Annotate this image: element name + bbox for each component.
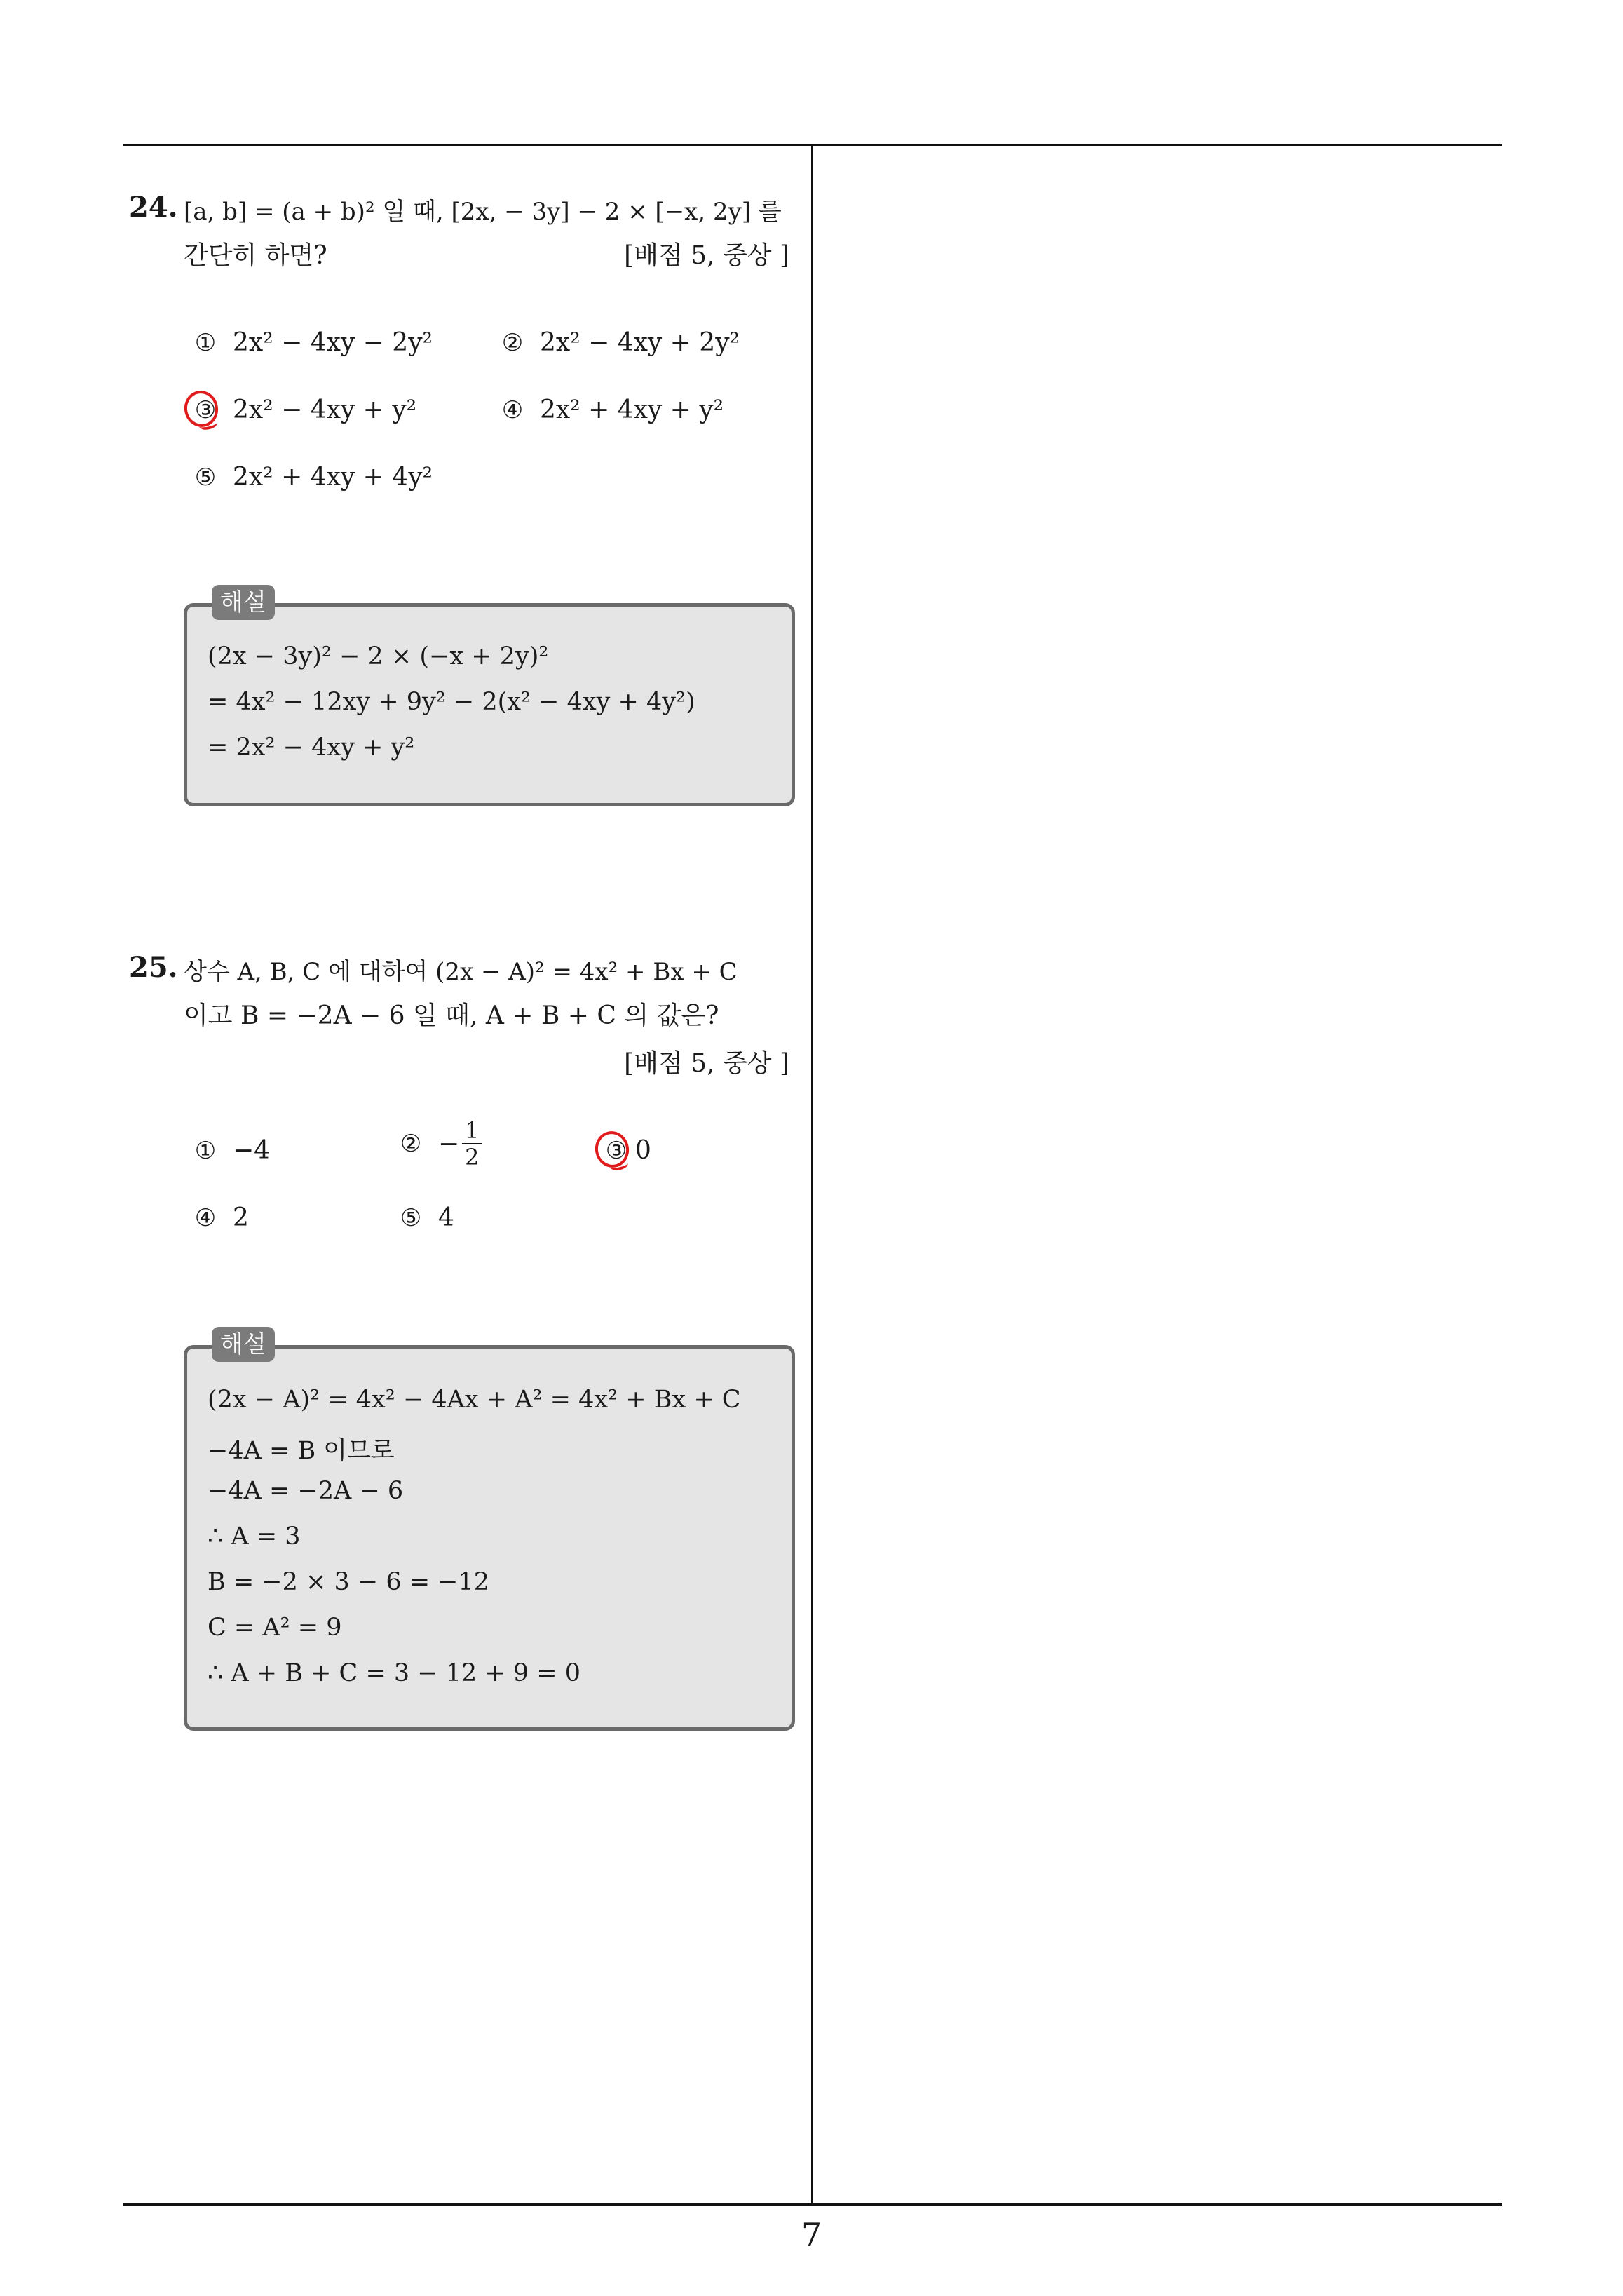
choice-5[interactable]	[189, 463, 433, 492]
choice-5[interactable]	[395, 1203, 454, 1232]
choice-1[interactable]	[189, 328, 433, 357]
choice-2-mark: ②	[501, 328, 524, 357]
solution-line-6: C = A² = 9	[208, 1614, 342, 1642]
answer-circle-mark	[181, 387, 222, 430]
choice-5-text: 2x² + 4xy + 4y²	[233, 463, 433, 492]
solution-line-7: ∴ A + B + C = 3 − 12 + 9 = 0	[208, 1659, 580, 1687]
question-text-line-1: 상수 A, B, C 에 대하여 (2x − A)² = 4x² + Bx + C	[184, 958, 738, 986]
choice-2-text: 2x² − 4xy + 2y²	[540, 328, 740, 357]
solution-line-3: = 2x² − 4xy + y²	[208, 734, 415, 762]
choice-1-text: 2x² − 4xy − 2y²	[233, 328, 433, 357]
choice-3[interactable]	[189, 396, 416, 424]
question-number: 25.	[129, 951, 178, 984]
choice-4-mark: ④	[194, 1203, 217, 1232]
solution-tab: 해설	[212, 585, 275, 620]
solution-line-1: (2x − A)² = 4x² − 4Ax + A² = 4x² + Bx + C	[208, 1386, 741, 1414]
choice-2-text: −	[438, 1129, 460, 1159]
choice-1-text: −4	[233, 1136, 271, 1165]
choice-5-mark: ⑤	[194, 463, 217, 492]
choice-5-text: 4	[438, 1203, 454, 1232]
solution-line-5: B = −2 × 3 − 6 = −12	[208, 1568, 490, 1596]
choice-4[interactable]	[189, 1203, 249, 1232]
column-divider	[811, 144, 813, 2206]
choice-4[interactable]	[496, 396, 724, 424]
top-rule	[123, 144, 1502, 146]
score-label: [배점 5, 중상 ]	[624, 241, 789, 270]
solution-line-2: = 4x² − 12xy + 9y² − 2(x² − 4xy + 4y²)	[208, 688, 695, 716]
question-text-line-2: 간단히 하면?	[184, 241, 327, 270]
choice-4-mark: ④	[501, 396, 524, 424]
question-text-line-1: [a, b] = (a + b)² 일 때, [2x, − 3y] − 2 × [−x, 2y] 를	[184, 198, 782, 226]
solution-line-1: (2x − 3y)² − 2 × (−x + 2y)²	[208, 642, 549, 670]
choice-3-mark: ③	[600, 1137, 632, 1165]
solution-line-2: −4A = B 이므로	[208, 1437, 395, 1465]
answer-circle-mark	[592, 1128, 632, 1170]
choice-2[interactable]	[395, 1118, 482, 1170]
choice-1-mark: ①	[194, 1136, 217, 1165]
bottom-rule	[123, 2203, 1502, 2206]
choice-2[interactable]	[496, 328, 740, 357]
question-number: 24.	[129, 191, 178, 224]
choice-4-text: 2	[233, 1203, 249, 1232]
fraction	[462, 1118, 482, 1170]
choice-1[interactable]	[189, 1136, 270, 1165]
question-text-line-2: 이고 B = −2A − 6 일 때, A + B + C 의 값은?	[184, 1001, 719, 1030]
choice-3-mark: ③	[189, 396, 222, 424]
choice-4-text: 2x² + 4xy + y²	[540, 396, 724, 424]
choice-3-text: 2x² − 4xy + y²	[233, 396, 417, 424]
choice-5-mark: ⑤	[400, 1203, 422, 1232]
score-label: [배점 5, 중상 ]	[624, 1049, 789, 1078]
solution-tab: 해설	[212, 1327, 275, 1362]
fraction-denominator: 2	[465, 1144, 480, 1170]
choice-1-mark: ①	[194, 328, 217, 357]
choice-2-mark: ②	[400, 1130, 422, 1158]
choice-3-text: 0	[635, 1136, 651, 1165]
solution-line-4: ∴ A = 3	[208, 1522, 301, 1551]
choice-3[interactable]	[600, 1136, 651, 1165]
solution-line-3: −4A = −2A − 6	[208, 1477, 404, 1505]
page-number: 7	[801, 2216, 822, 2254]
fraction-numerator: 1	[462, 1118, 482, 1144]
